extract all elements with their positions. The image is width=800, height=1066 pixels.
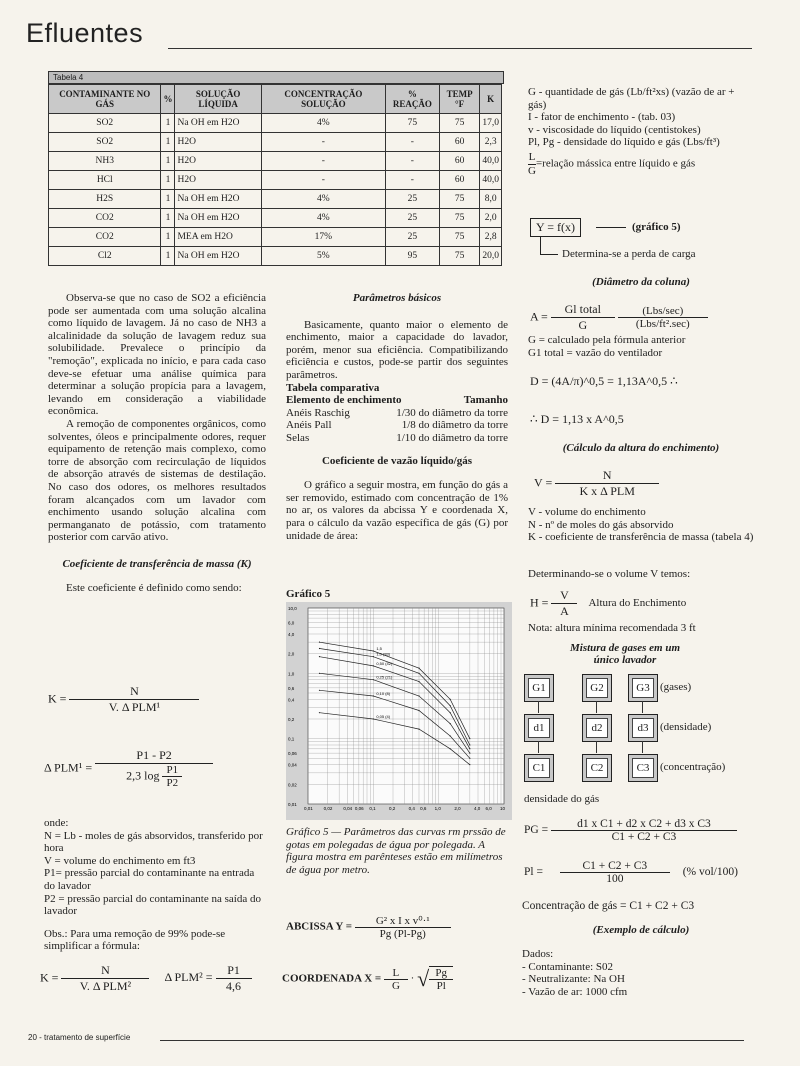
mixture-box-label: d1 (528, 718, 550, 738)
comparison-row (286, 419, 508, 432)
data-point (373, 718, 374, 719)
table-cell: 2,8 (480, 228, 502, 247)
arrow (596, 227, 626, 228)
table-cell: H2O (175, 171, 261, 190)
equation-pg: PG = $\frac{\text{d1 x C1 + d2 x C2 + d3 x C3}}{C1 + C2 + C3}$ (524, 818, 737, 843)
table-cell: Na OH em H2O (175, 209, 261, 228)
table-row (49, 114, 502, 133)
table-cell: 2,3 (480, 133, 502, 152)
mixture-box (628, 714, 658, 742)
series-label: 1,5 (376, 645, 382, 651)
mixture-box-label: C2 (586, 758, 608, 778)
y-tick-label: 0,1 (288, 736, 295, 742)
table-cell: - (261, 152, 385, 171)
table-cell: 75 (439, 114, 480, 133)
table-header-cell: TEMP °F (439, 85, 480, 114)
data-point (319, 642, 320, 643)
table-cell: 75 (439, 209, 480, 228)
table-row (49, 190, 502, 209)
data-point (450, 748, 451, 749)
table-header-cell: % REAÇÃO (385, 85, 439, 114)
series-label: 0,05 (4) (376, 713, 391, 719)
equation-plm: Δ PLM¹ = P1 - P2 2,3 log $\frac{P1}{P2}$ (44, 748, 213, 789)
mixture-row-label: (densidade) (660, 721, 712, 733)
data-point (319, 656, 320, 657)
data-point (373, 656, 374, 657)
data-point (418, 710, 419, 711)
data-item: - Vazão de ar: 1000 cfm (522, 985, 628, 998)
table-row (49, 133, 502, 152)
graph-5 (286, 602, 512, 820)
data-point (319, 648, 320, 649)
data-point (469, 744, 470, 745)
x-tick-label: 2,0 (454, 806, 461, 811)
table-cell: 8,0 (480, 190, 502, 209)
equation-k2: K = $\frac{N}{\text{V. Δ PLM²}}$ Δ PLM² = $\frac{P1}{4,6}$ (40, 963, 252, 994)
footer-rule (160, 1040, 744, 1041)
equation-coordenada: COORDENADA X = $\frac{L}{G}$ · √ $\frac{Pg}{Pl}$ (282, 966, 453, 992)
table-cell: - (385, 171, 439, 190)
mixture-box-label: G3 (632, 678, 654, 698)
arrow (642, 741, 643, 753)
table-row (49, 152, 502, 171)
x-tick-label: 6,0 (485, 806, 492, 811)
data-point (469, 748, 470, 749)
table-cell: 40,0 (480, 171, 502, 190)
paragraph: Observa-se que no caso de SO2 a eficiência pode ser aumentada com uma solução alcalina como líquido de lavagem. Já no caso de NH3 a alcalinidade da solução de lavagem reduz sua solubilidade. Prevalece o princípio da "remoção", explicada no início, e para cada caso deve-se efetuar uma análise química para determinar a solução propícia para a lavagem, levando em consideração a viabilidade econômica. (48, 292, 266, 418)
data-item: - Contaminante: S02 (522, 960, 614, 973)
data-point (319, 712, 320, 713)
table-row (49, 171, 502, 190)
page-header-title: Efluentes (26, 18, 144, 48)
definition-item: N = Lb - moles de gás absorvidos, transferido por hora (44, 829, 263, 855)
x-tick-label: 0,1 (369, 806, 376, 811)
middle-column: Parâmetros básicos Basicamente, quanto maior o elemento de enchimento, maior a capacidade do lavador, porém, menor sua eficiência. Compatibilizando eficiência e custos, pode-se partir dos seguintes parâmetros. Tabela comparativa Elemento de enchimento Tamanho Anéis Raschig 1/30 do diâmetro da torre Anéis Pall 1/8 do diâmetro da torre Selas 1/10 do diâmetro da torre Coeficiente de vazão líquido/gás O gráfico a seguir mostra, em função do gás a ser removido, estimado com concentração de 1% no ar, os valores da abcissa Y e coordenada X, para o cálculo da vazão específica de gás (G) por unidade de área: (286, 292, 508, 542)
data-point (418, 668, 419, 669)
table-cell: Na OH em H2O (175, 190, 261, 209)
mixture-box (628, 754, 658, 782)
y-tick-label: 0,04 (288, 762, 297, 768)
table-cell: 60 (439, 171, 480, 190)
mixture-box-label: G1 (528, 678, 550, 698)
comparison-row (286, 407, 508, 420)
table-cell: - (261, 171, 385, 190)
definition-item: N - nº de moles do gás absorvido (528, 518, 674, 531)
mixture-box-label: G2 (586, 678, 608, 698)
table-cell: 1 (161, 190, 175, 209)
equation-pl: Pl = $\frac{C1 + C2 + C3}{100}$ (% vol/100) (524, 860, 738, 885)
table-cell: 25 (385, 228, 439, 247)
footer-text: 20 - tratamento de superfície (28, 1033, 131, 1042)
y-fx-box: Y = f(x) (530, 218, 581, 237)
table-cell: 1 (161, 247, 175, 266)
header-rule (168, 48, 752, 49)
table-cell: H2O (175, 133, 261, 152)
data-point (450, 735, 451, 736)
table-cell: 1 (161, 114, 175, 133)
table-cell: 75 (385, 114, 439, 133)
paragraph: Este coeficiente é definido como sendo: (66, 582, 242, 595)
data-point (418, 681, 419, 682)
data-point (450, 699, 451, 700)
graph-title: Gráfico 5 (286, 588, 331, 600)
comparison-row (286, 432, 508, 445)
equation-area: A = $\frac{\text{Gl total}}{G}$ $\frac{\text{(Lbs/sec)}}{\text{(Lbs/ft².sec)}}$ (530, 302, 708, 333)
mixture-box (582, 754, 612, 782)
arrow (540, 254, 558, 255)
equation-d2: ∴ D = 1,13 x A^0,5 (530, 412, 624, 426)
arrow (642, 701, 643, 713)
table-cell: 2,0 (480, 209, 502, 228)
x-tick-label: 0,6 (420, 806, 427, 811)
mixture-row-label: (concentração) (660, 761, 726, 773)
data-point (418, 695, 419, 696)
mixture-box (582, 674, 612, 702)
definitions: onde: N = Lb - moles de gás absorvidos, transferido por hora V = volume do enchimento em ft3 P1= pressão parcial do contaminante na entrada do lavador P2 = pressão parcial do contaminante na saída do lavador Obs.: Para uma remoção de 99% pode-se simplificar a fórmula: (44, 817, 266, 953)
table-cell: - (385, 133, 439, 152)
equation-k: K = $\frac{N}{\text{V. Δ PLM¹}}$ (48, 684, 199, 715)
table-header-cell: CONCENTRAÇÃO SOLUÇÃO (261, 85, 385, 114)
mixture-box (524, 714, 554, 742)
comparison-element: Selas (286, 431, 310, 444)
equation-d: D = (4A/π)^0,5 = 1,13A^0,5 ∴ (530, 374, 678, 388)
data-point (450, 723, 451, 724)
table-cell: - (261, 133, 385, 152)
data-point (469, 753, 470, 754)
series-label: 1,0 (83) (376, 651, 391, 657)
paragraph: O gráfico a seguir mostra, em função do gás a ser removido, estimado com concentração de 1% no ar, os valores da abcissa Y e coordenada X, para o cálculo da vazão específica de gás (G) por unidade de área: (286, 479, 508, 542)
arrow (596, 701, 597, 713)
right-defs: G - quantidade de gás (Lb/ft²xs) (vazão de ar + gás) I - fator de enchimento - (tab. 03) v - viscosidade do líquido (centistokes) Pl, Pg - densidade do líquido e gás (Lbs/ft³) $\frac{L}{G}$ =relação mássica entre líquido e gás (528, 86, 735, 177)
comparison-element: Anéis Pall (286, 419, 332, 432)
arrow (538, 741, 539, 753)
table-cell: 1 (161, 228, 175, 247)
section-heading: Parâmetros básicos (352, 292, 442, 304)
paragraph: A remoção de componentes orgânicos, como solventes, óleos e principalmente odores, requer equipamento de retenção mais complexo, como torre de absorção com recirculação de líquidos de absorção através de sistemas de destilação. No caso dos odores, os melhores resultados foram alcançados com um lavador com enchimento usando solução alcalina com permanganato de potássio, com tratamento posterior com carvão ativo. (48, 417, 266, 544)
plot-area (308, 608, 504, 804)
table-cell: 60 (439, 152, 480, 171)
mixture-box-label: d3 (632, 718, 654, 738)
section-heading: Coeficiente de transferência de massa (K) (62, 557, 252, 570)
mixture-box-label: d2 (586, 718, 608, 738)
table-cell: 4% (261, 190, 385, 209)
table-cell: 4% (261, 114, 385, 133)
table-header-cell: K (480, 85, 502, 114)
data-point (469, 738, 470, 739)
table-row (49, 209, 502, 228)
data-point (418, 729, 419, 730)
table-cell: SO2 (49, 114, 161, 133)
table-cell: CO2 (49, 228, 161, 247)
graph-caption: Gráfico 5 — Parâmetros das curvas rm prssão de gotas em polegadas de água por polegada. A figura mostra em parênteses estão em milímetros de água por metro. (286, 826, 506, 876)
data-point (319, 690, 320, 691)
series-label: 0,10 (8) (376, 690, 391, 696)
section-heading: Coeficiente de vazão líquido/gás (321, 454, 473, 467)
y-tick-label: 2,0 (288, 651, 295, 657)
y-tick-label: 4,0 (288, 631, 295, 637)
data-point (319, 673, 320, 674)
table-cell: 75 (439, 228, 480, 247)
comparison-size: 1/8 do diâmetro da torre (401, 419, 508, 432)
comparison-size: 1/30 do diâmetro da torre (396, 406, 508, 419)
table-cell: 1 (161, 133, 175, 152)
x-tick-label: 0,06 (354, 806, 364, 811)
table-cell: Na OH em H2O (175, 114, 261, 133)
mixture-box-label: C1 (528, 758, 550, 778)
equation-abcissa: ABCISSA Y = $\frac{\text{G² x I x v⁰·¹}}{Pg (Pl-Pg)}$ (286, 914, 451, 940)
data-point (373, 665, 374, 666)
table-cell: 5% (261, 247, 385, 266)
table-cell: 60 (439, 133, 480, 152)
table-cell: 17,0 (480, 114, 502, 133)
table-cell: 40,0 (480, 152, 502, 171)
table-cell: CO2 (49, 209, 161, 228)
table-header-cell: CONTAMINANTE NO GÁS (49, 85, 161, 114)
arrow (538, 701, 539, 713)
table-cell: 1 (161, 209, 175, 228)
table-cell: 17% (261, 228, 385, 247)
x-tick-label: 0,04 (343, 806, 353, 811)
mixture-box (524, 674, 554, 702)
table-row (49, 247, 502, 266)
definition-item: V - volume do enchimento (528, 506, 646, 518)
x-tick-label: 0,02 (323, 806, 333, 811)
x-tick-label: 1,0 (434, 806, 441, 811)
definition-item: V = volume do enchimento em ft3 (44, 854, 196, 867)
comparison-size: 1/10 do diâmetro da torre (396, 431, 508, 444)
equation-v: V = $\frac{N}{\text{K x Δ PLM}}$ (534, 468, 659, 499)
table-cell: NH3 (49, 152, 161, 171)
data-point (373, 650, 374, 651)
equation-h: H = $\frac{V}{A}$ Altura do Enchimento (530, 588, 687, 618)
table-cell: SO2 (49, 133, 161, 152)
y-tick-label: 0,4 (288, 697, 295, 703)
table-cell: 75 (439, 190, 480, 209)
table-row (49, 228, 502, 247)
x-tick-label: 10 (500, 806, 506, 811)
table-header-cell: SOLUÇÃO LÍQUIDA (175, 85, 261, 114)
table-cell: 1 (161, 171, 175, 190)
y-tick-label: 0,06 (288, 751, 297, 757)
definition-item: P2 = pressão parcial do contaminante na saída do lavador (44, 892, 261, 918)
data-point (469, 764, 470, 765)
table-cell: MEA em H2O (175, 228, 261, 247)
table-cell: 25 (385, 190, 439, 209)
data-point (373, 695, 374, 696)
x-tick-label: 0,4 (408, 806, 415, 811)
table-cell: HCl (49, 171, 161, 190)
y-tick-label: 6,0 (288, 620, 295, 626)
table-cell: Cl2 (49, 247, 161, 266)
mixture-box (524, 754, 554, 782)
table-cell: Na OH em H2O (175, 247, 261, 266)
table-cell: 75 (439, 247, 480, 266)
y-tick-label: 0,6 (288, 685, 295, 691)
series-label: 0,50 (42) (376, 660, 393, 666)
table-cell: H2O (175, 152, 261, 171)
table-cell: 95 (385, 247, 439, 266)
data-point (418, 673, 419, 674)
data-point (469, 758, 470, 759)
mixture-box (582, 714, 612, 742)
table-cell: 4% (261, 209, 385, 228)
table-cell: 25 (385, 209, 439, 228)
table-caption: Tabela 4 (48, 71, 504, 84)
data-item: - Neutralizante: Na OH (522, 973, 625, 986)
paragraph: Basicamente, quanto maior o elemento de enchimento, maior a capacidade do lavador, porém, menor sua eficiência. Compatibilizando eficiência e custos, pode-se partir dos seguintes parâmetros. (286, 318, 508, 381)
series-label: 0,25 (21) (376, 674, 393, 680)
arrow (596, 741, 597, 753)
y-tick-label: 10,0 (288, 606, 297, 611)
table-cell: 1 (161, 152, 175, 171)
y-tick-label: 0,01 (288, 802, 297, 807)
left-column (48, 292, 266, 595)
x-tick-label: 4,0 (474, 806, 481, 811)
y-tick-label: 0,02 (288, 782, 297, 788)
data-point (373, 679, 374, 680)
table-cell: - (385, 152, 439, 171)
table-cell: 20,0 (480, 247, 502, 266)
mixture-box (628, 674, 658, 702)
table-4 (48, 84, 502, 266)
definition-item: K - coeficiente de transferência de massa (tabela 4) (528, 531, 754, 544)
y-tick-label: 0,2 (288, 716, 295, 722)
comparison-element: Anéis Raschig (286, 406, 350, 419)
y-tick-label: 1,0 (288, 671, 295, 677)
x-tick-label: 0,01 (304, 806, 313, 811)
definition-item: P1= pressão parcial do contaminante na entrada do lavador (44, 867, 255, 892)
table-cell: H2S (49, 190, 161, 209)
table-header-cell: % (161, 85, 175, 114)
arrow (540, 236, 541, 254)
mixture-box-label: C3 (632, 758, 654, 778)
data-point (450, 712, 451, 713)
data-point (450, 705, 451, 706)
mixture-row-label: (gases) (660, 681, 692, 693)
x-tick-label: 0,2 (389, 806, 396, 811)
